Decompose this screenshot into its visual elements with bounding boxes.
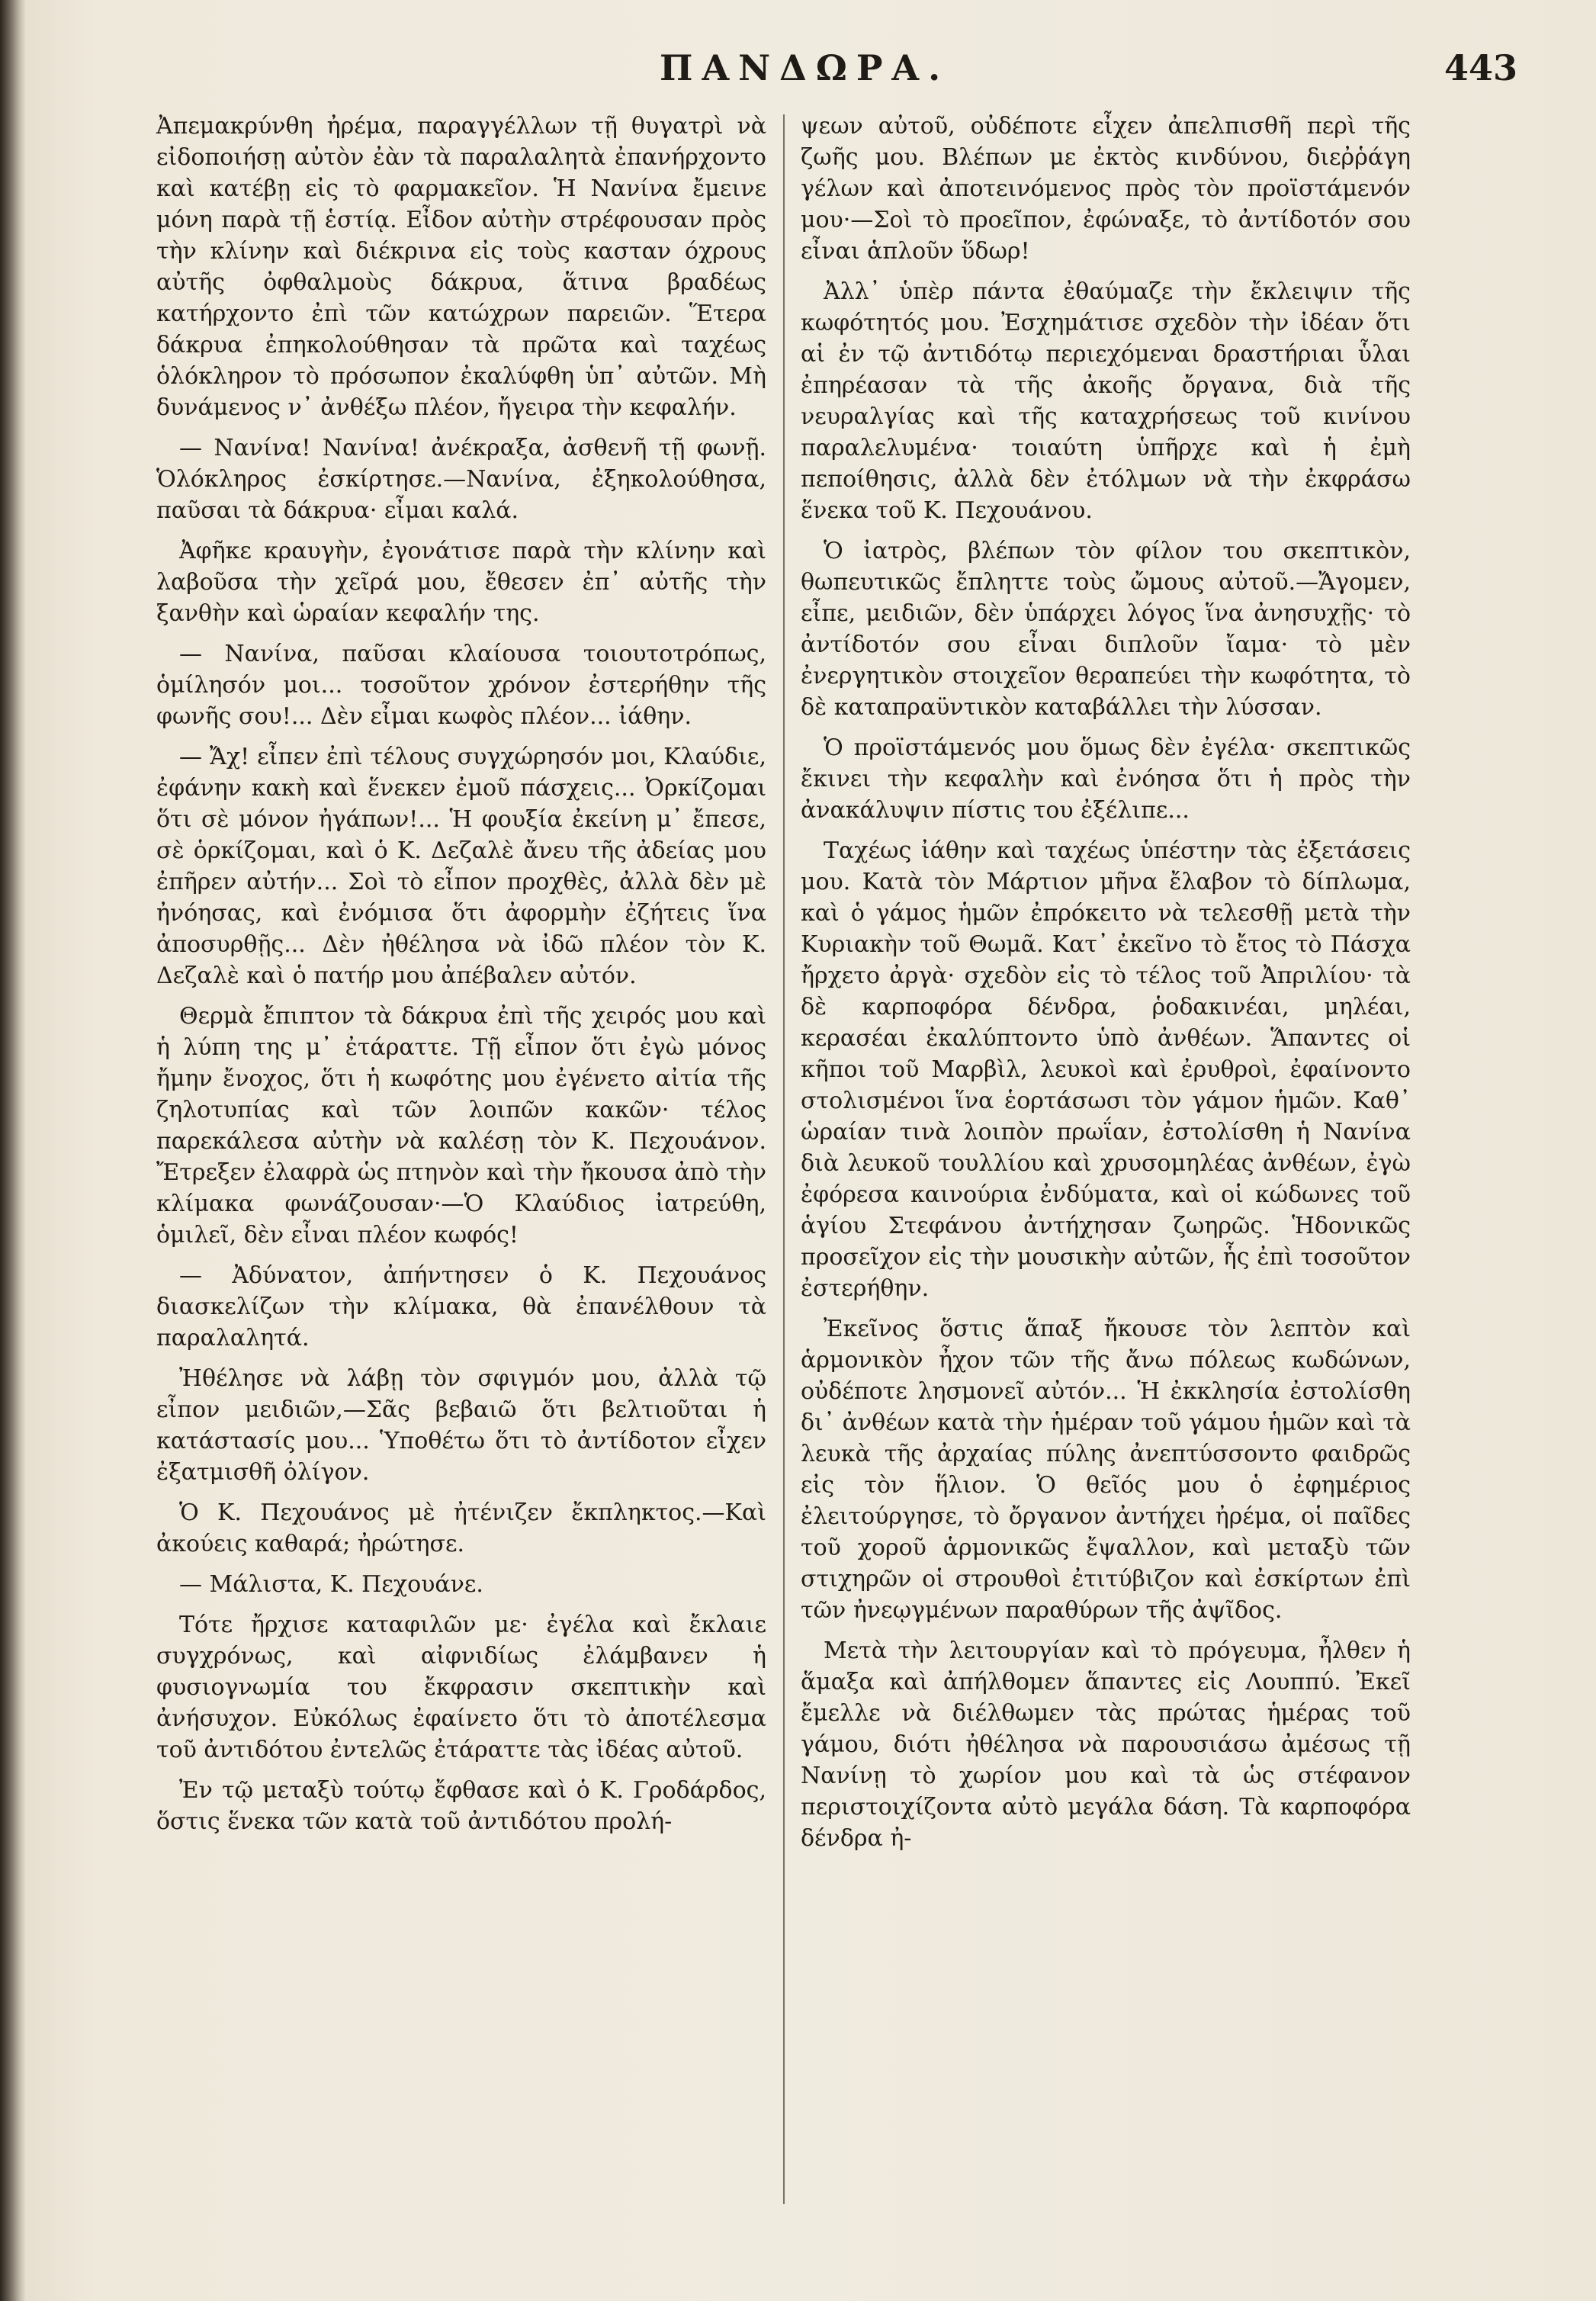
paragraph: Τότε ἤρχισε καταφιλῶν με· ἐγέλα καὶ ἔκλαιε συγχρόνως, καὶ αἰφνιδίως ἐλάμβανεν ἡ φυσιογνωμία του ἔκφρασιν σκεπτικὴν καὶ ἀνήσυχον. Εὐκόλως ἐφαίνετο ὅτι τὸ ἀποτέλεσμα τοῦ ἀντιδότου ἐντελῶς ἐτάραττε τὰς ἰδέας αὐτοῦ.	[156, 1612, 766, 1763]
paragraph: Ἀπεμακρύνθη ἠρέμα, παραγγέλλων τῇ θυγατρὶ νὰ εἰδοποιήσῃ αὐτὸν ἐὰν τὰ παραλαλητὰ ἐπανήρχοντο καὶ κατέβῃ εἰς τὸ φαρμακεῖον. Ἡ Νανίνα ἔμεινε μόνη παρὰ τῇ ἑστίᾳ. Εἶδον αὐτὴν στρέφουσαν πρὸς τὴν κλίνην καὶ διέκρινα εἰς τοὺς κασταν όχρους αὐτῆς ὀφθαλμοὺς δάκρυα, ἅτινα βραδέως κατήρχοντο ἐπὶ τῶν κατώχρων παρειῶν. Ἕτερα δάκρυα ἐπηκολούθησαν τὰ πρῶτα καὶ ταχέως ὁλόκληρον τὸ πρόσωπον ἐκαλύφθη ὑπ᾽ αὐτῶν. Μὴ δυνάμενος ν᾽ ἀνθέξω πλέον, ἤγειρα τὴν κεφαλήν.	[156, 113, 766, 421]
page-number: 443	[1443, 47, 1517, 88]
paragraph: — Ἄχ! εἶπεν ἐπὶ τέλους συγχώρησόν μοι, Κλαύδιε, ἐφάνην κακὴ καὶ ἕνεκεν ἐμοῦ πάσχεις... Ὀρκίζομαι ὅτι σὲ μόνον ἠγάπων!... Ἡ φουξία ἐκείνη μ᾽ ἔπεσε, σὲ ὁρκίζομαι, καὶ ὁ Κ. Δεζαλὲ ἄνευ τῆς ἀδείας μου ἐπῆρεν αὐτήν... Σοὶ τὸ εἶπον προχθὲς, ἀλλὰ δὲν μὲ ἠνόησας, καὶ ἐνόμισα ὅτι ἀφορμὴν ἐζήτεις ἵνα ἀποσυρθῇς... Δὲν ἠθέλησα νὰ ἰδῶ πλέον τὸν Κ. Δεζαλὲ καὶ ὁ πατήρ μου ἀπέβαλεν αὐτόν.	[156, 744, 766, 989]
paragraph: Ἠθέλησε νὰ λάβῃ τὸν σφιγμόν μου, ἀλλὰ τῷ εἶπον μειδιῶν,—Σᾶς βεβαιῶ ὅτι βελτιοῦται ἡ κατάστασίς μου... Ὑποθέτω ὅτι τὸ ἀντίδοτον εἶχεν ἐξατμισθῆ ὀλίγον.	[156, 1365, 766, 1486]
paragraph: Ἐν τῷ μεταξὺ τούτῳ ἔφθασε καὶ ὁ Κ. Γροδάρδος, ὅστις ἕνεκα τῶν κατὰ τοῦ ἀντιδότου προλή-	[156, 1777, 766, 1835]
paragraph: Θερμὰ ἔπιπτον τὰ δάκρυα ἐπὶ τῆς χειρός μου καὶ ἡ λύπη της μ᾽ ἐτάραττε. Τῇ εἶπον ὅτι ἐγὼ μόνος ἤμην ἔνοχος, ὅτι ἡ κωφότης μου ἐγένετο αἰτία τῆς ζηλοτυπίας καὶ τῶν λοιπῶν κακῶν· τέλος παρεκάλεσα αὐτὴν νὰ καλέσῃ τὸν Κ. Πεχουάνον. Ἔτρεξεν ἐλαφρὰ ὡς πτηνὸν καὶ τὴν ἤκουσα ἀπὸ τὴν κλίμακα φωνάζουσαν·—Ὁ Κλαύδιος ἰατρεύθη, ὁμιλεῖ, δὲν εἶναι πλέον κωφός!	[156, 1003, 766, 1249]
book-binding-edge	[0, 0, 26, 2301]
paragraph: Ὁ Κ. Πεχουάνος μὲ ἠτένιζεν ἔκπληκτος.—Καὶ ἀκούεις καθαρά; ἠρώτησε.	[156, 1499, 766, 1557]
paragraph: Ὁ ἰατρὸς, βλέπων τὸν φίλον του σκεπτικὸν, θωπευτικῶς ἔπληττε τοὺς ὤμους αὐτοῦ.—Ἄγομεν, εἶπε, μειδιῶν, δὲν ὑπάρχει λόγος ἵνα ἀνησυχῇς· τὸ ἀντίδοτόν σου εἶναι διπλοῦν ἴαμα· τὸ μὲν ἐνεργητικὸν στοιχεῖον θεραπεύει τὴν κωφότητα, τὸ δὲ καταπραϋντικὸν καταβάλλει τὴν λύσσαν.	[801, 538, 1411, 721]
paragraph: — Μάλιστα, Κ. Πεχουάνε.	[179, 1571, 483, 1598]
paragraph: Ἀλλ᾽ ὑπὲρ πάντα ἐθαύμαζε τὴν ἔκλειψιν τῆς κωφότητός μου. Ἐσχημάτισε σχεδὸν τὴν ἰδέαν ὅτι αἱ ἐν τῷ ἀντιδότῳ περιεχόμεναι δραστήριαι ὗλαι ἐπηρέασαν τὰ τῆς ἀκοῆς ὄργανα, διὰ τῆς νευραλγίας καὶ τῆς καταχρήσεως τοῦ κινίνου παραλελυμένα· τοιαύτη ὑπῆρχε καὶ ἡ ἐμὴ πεποίθησις, ἀλλὰ δὲν ἐτόλμων νὰ τὴν ἐκφράσω ἕνεκα τοῦ Κ. Πεχουάνου.	[801, 278, 1411, 524]
right-column	[801, 111, 1411, 1863]
paragraph: Μετὰ τὴν λειτουργίαν καὶ τὸ πρόγευμα, ἦλθεν ἡ ἅμαξα καὶ ἀπήλθομεν ἅπαντες εἰς Λουππύ. Ἐκεῖ ἔμελλε νὰ διέλθωμεν τὰς πρώτας ἡμέρας τοῦ γάμου, διότι ἠθέλησα νὰ παρουσιάσω ἀμέσως τῇ Νανίνῃ τὸ χωρίον μου καὶ τὰ ὡς στέφανον περιστοιχίζοντα αὐτὸ μεγάλα δάση. Τὰ καρποφόρα δένδρα ἠ-	[801, 1637, 1411, 1852]
paragraph: — Νανίνα! Νανίνα! ἀνέκραξα, ἀσθενῆ τῇ φωνῇ. Ὁλόκληρος ἐσκίρτησε.—Νανίνα, ἐξηκολούθησα, παῦσαι τὰ δάκρυα· εἶμαι καλά.	[156, 435, 766, 524]
paragraph: Ταχέως ἰάθην καὶ ταχέως ὑπέστην τὰς ἐξετάσεις μου. Κατὰ τὸν Μάρτιον μῆνα ἔλαβον τὸ δίπλωμα, καὶ ὁ γάμος ἡμῶν ἐπρόκειτο νὰ τελεσθῇ μετὰ τὴν Κυριακὴν τοῦ Θωμᾶ. Κατ᾽ ἐκεῖνο τὸ ἔτος τὸ Πάσχα ἤρχετο ἀργὰ· σχεδὸν εἰς τὸ τέλος τοῦ Ἀπριλίου· τὰ δὲ καρποφόρα δένδρα, ῥοδακινέαι, μηλέαι, κερασέαι ἐκαλύπτοντο ὑπὸ ἀνθέων. Ἅπαντες οἱ κῆποι τοῦ Μαρβὶλ, λευκοὶ καὶ ἐρυθροὶ, ἐφαίνοντο στολισμένοι ἵνα ἑορτάσωσι τὸν γάμον ἡμῶν. Καθ᾽ ὡραίαν τινὰ λοιπὸν πρωΐαν, ἐστολίσθη ἡ Νανίνα διὰ λευκοῦ τουλλίου καὶ χρυσομηλέας ἀνθέων, ἐγὼ ἐφόρεσα καινούρια ἐνδύματα, καὶ οἱ κώδωνες τοῦ ἁγίου Στεφάνου ἀντήχησαν ζωηρῶς. Ἡδονικῶς προσεῖχον εἰς τὴν μουσικὴν αὐτῶν, ἧς ἐπὶ τοσοῦτον ἐστερήθην.	[801, 837, 1411, 1302]
journal-title: ΠΑΝΔΩΡΑ.	[660, 47, 950, 88]
paragraph: Ὁ προϊστάμενός μου ὅμως δὲν ἐγέλα· σκεπτικῶς ἔκινει τὴν κεφαλὴν καὶ ἐνόησα ὅτι ἡ πρὸς τὴν ἀνακάλυψιν πίστις του ἐξέλιπε...	[801, 734, 1411, 824]
column-divider	[783, 114, 785, 2204]
paragraph: — Νανίνα, παῦσαι κλαίουσα τοιουτοτρόπως, ὁμίλησόν μοι... τοσοῦτον χρόνον ἐστερήθην τῆς φωνῆς σου!... Δὲν εἶμαι κωφὸς πλέον... ἰάθην.	[156, 641, 766, 730]
left-column	[156, 111, 766, 1846]
paragraph: Ἐκεῖνος ὅστις ἅπαξ ἤκουσε τὸν λεπτὸν καὶ ἁρμονικὸν ἦχον τῶν τῆς ἄνω πόλεως κωδώνων, οὐδέποτε λησμονεῖ αὐτόν... Ἡ ἐκκλησία ἐστολίσθη δι᾽ ἀνθέων κατὰ τὴν ἡμέραν τοῦ γάμου ἡμῶν καὶ τὰ λευκὰ τῆς ἀρχαίας πύλης ἀνεπτύσσοντο φαιδρῶς εἰς τὸν ἥλιον. Ὁ θεῖός μου ὁ ἐφημέριος ἐλειτούργησε, τὸ ὄργανον ἀντήχει ἠρέμα, οἱ παῖδες τοῦ χοροῦ ἁρμονικῶς ἔψαλλον, καὶ μεταξὺ τῶν στιχηρῶν οἱ στρουθοὶ ἐτιτύβιζον καὶ ἐσκίρτων ἐπὶ τῶν ἠνεῳγμένων παραθύρων τῆς ἀψῖδος.	[801, 1316, 1411, 1624]
paragraph: Ἀφῆκε κραυγὴν, ἐγονάτισε παρὰ τὴν κλίνην καὶ λαβοῦσα τὴν χεῖρά μου, ἔθεσεν ἐπ᾽ αὐτῆς τὴν ξανθὴν καὶ ὡραίαν κεφαλήν της.	[156, 538, 766, 627]
paragraph: ψεων αὐτοῦ, οὐδέποτε εἶχεν ἀπελπισθῆ περὶ τῆς ζωῆς μου. Βλέπων με ἐκτὸς κινδύνου, διεῤῥάγη γέλων καὶ ἀποτεινόμενος πρὸς τὸν προϊστάμενόν μου·—Σοὶ τὸ προεῖπον, ἐφώναξε, τὸ ἀντίδοτόν σου εἶναι ἁπλοῦν ὕδωρ!	[801, 113, 1411, 265]
paragraph: — Ἀδύνατον, ἀπήντησεν ὁ Κ. Πεχουάνος διασκελίζων τὴν κλίμακα, θὰ ἐπανέλθουν τὰ παραλαλητά.	[156, 1262, 766, 1351]
running-head	[153, 47, 1517, 101]
